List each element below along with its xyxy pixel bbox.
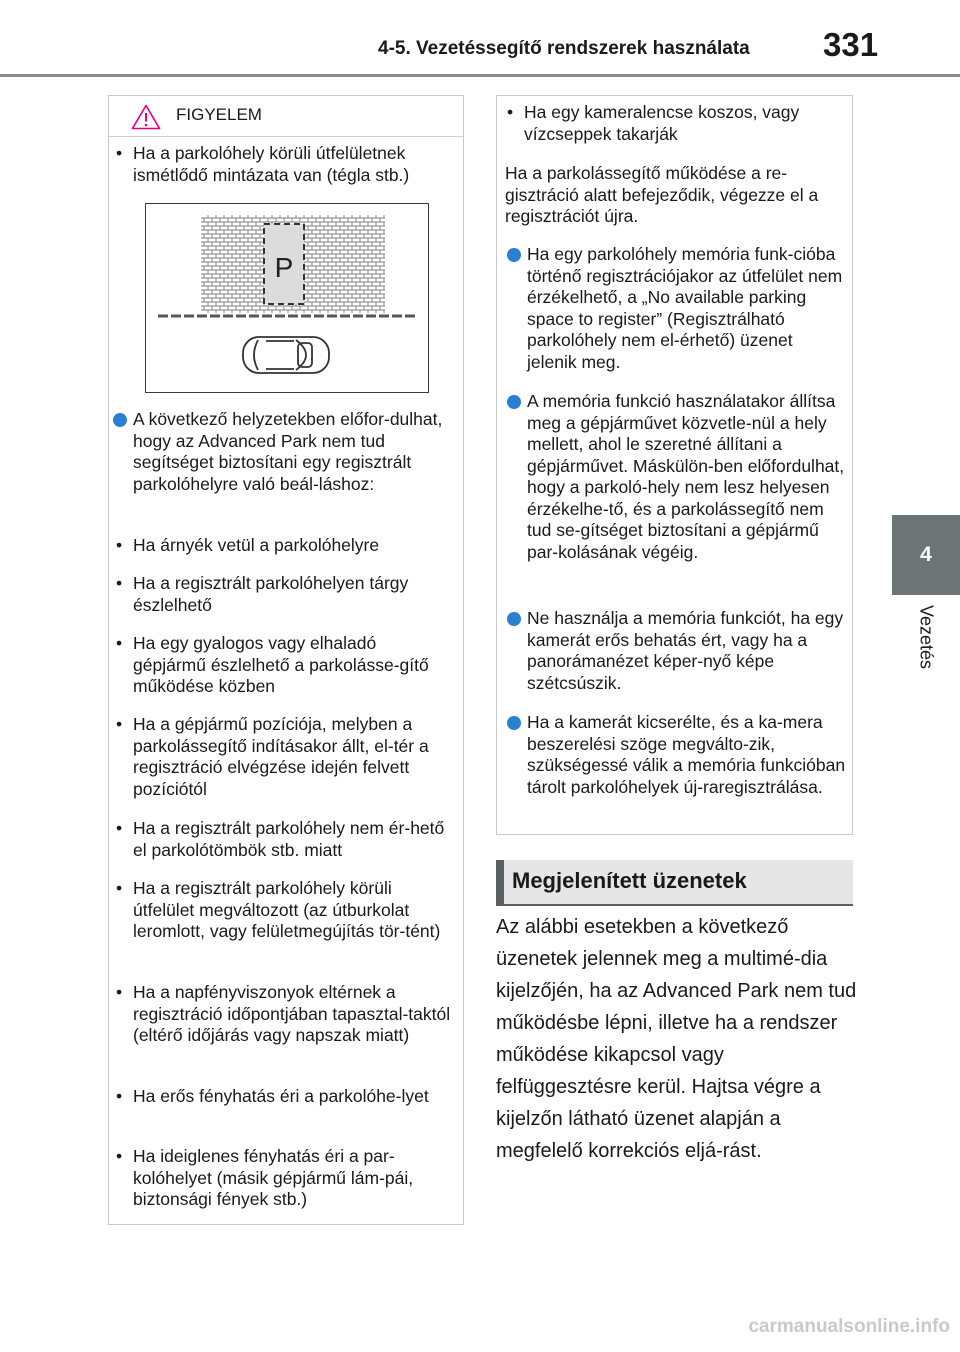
warning-dot-text: Ha egy parkolóhely memória funk-cióba történő regisztrációjakor az útfelület nem érzékelhető, a „No available parking space to register” (Regisztrálható parkolóhely nem el-érhető) üzenet jelenik meg. — [527, 244, 843, 372]
warning-bullet: • Ha a regisztrált parkolóhely körüli útfelület megváltozott (az útburkolat leromlott, vagy felületmegújítás tör-tént) — [109, 878, 453, 943]
warning-triangle-icon — [131, 104, 161, 130]
warning-intro-bullet: • Ha a parkolóhely körüli útfelületnek ismétlődő mintázata van (tégla stb.) — [109, 143, 453, 186]
section-paragraph: Az alábbi esetekben a következő üzenetek jelennek meg a multimé-dia kijelzőjén, ha az Advanced Park nem tud működésbe lépni, illetve ha a rendszer működése kikapcsol vagy felfüggesztésre kerül. Hajtsa végre a kijelzőn látható üzenet alapján a megfelelő korrekciós eljá-rást. — [496, 916, 857, 1162]
parking-pattern-figure — [145, 203, 429, 393]
blue-dot-icon — [113, 413, 127, 427]
warning-dot-item — [109, 409, 453, 495]
warning-bullet: • Ha erős fényhatás éri a parkolóhe-lyet — [109, 1086, 453, 1108]
blue-dot-icon — [507, 716, 521, 730]
warning-title: FIGYELEM — [176, 105, 262, 124]
warning-dot-item — [503, 712, 847, 798]
warning-bullet: • Ha ideiglenes fényhatás éri a par-kolóhelyet (másik gépjármű lám-pái, biztonsági fények stb.) — [109, 1146, 453, 1211]
warning-dot-text: A memória funkció használatakor állítsa meg a gépjárművet közvetle-nül a hely mellett, ahol le szeretné állítani a gépjárművet. Máskülön-ben előfordulhat, hogy a parkoló-hely nem lesz helyesen érzékelhe-tő, és a parkolássegítő nem tud se-gítséget biztosítani a gépjármű par-kolásának végéig. — [527, 391, 845, 562]
warning-paragraph: Ha a parkolássegítő működése a re-gisztráció alatt befejeződik, végezze el a regisztrációt újra. — [505, 163, 819, 226]
warning-dot-text: Ne használja a memória funkciót, ha egy kamerát erős behatás ért, vagy ha a panorámanézet képer-nyő képe szétcsúszik. — [527, 608, 844, 693]
section-heading-underline — [496, 904, 853, 906]
warning-dot-item — [503, 244, 847, 373]
warning-box-continued — [496, 95, 853, 835]
warning-dot-text: A következő helyzetekben előfor-dulhat, hogy az Advanced Park nem tud segítséget biztosítani egy regisztrált parkolóhelyre való beál-láshoz: — [133, 409, 443, 494]
section-header-title: 4-5. Vezetéssegítő rendszerek használata — [378, 38, 750, 59]
warning-dot-item — [503, 608, 847, 694]
page-number: 331 — [823, 26, 879, 63]
watermark: carmanualsonline.info — [748, 1316, 950, 1337]
warning-bullet: • Ha a regisztrált parkolóhelyen tárgy észlelhető — [109, 573, 453, 616]
section-heading-title: Megjelenített üzenetek — [512, 868, 747, 893]
parking-illustration — [146, 204, 428, 392]
warning-dot-item — [503, 391, 847, 563]
chapter-label — [892, 595, 960, 695]
warning-bullet: • Ha a regisztrált parkolóhely nem ér-hető el parkolótömbök stb. miatt — [109, 818, 453, 861]
warning-bullet: • Ha a gépjármű pozíciója, melyben a parkolássegítő indításakor állt, el-tér a regisztráció elvégzése idején felvett pozíciótól — [109, 714, 453, 800]
warning-bullet: • Ha árnyék vetül a parkolóhelyre — [109, 535, 453, 557]
warning-bullet: • Ha egy gyalogos vagy elhaladó gépjármű észlelhető a parkolásse-gítő működése közben — [109, 633, 453, 698]
car-icon — [243, 337, 329, 373]
chapter-label-text: Vezetés — [916, 604, 937, 670]
chapter-number: 4 — [920, 543, 932, 566]
warning-header — [109, 96, 463, 137]
warning-bullet: • Ha egy kameralencse koszos, vagy vízcseppek takarják — [500, 102, 844, 145]
chapter-tab[interactable] — [892, 515, 960, 595]
warning-dot-text: Ha a kamerát kicserélte, és a ka-mera beszerelési szöge megválto-zik, szükségessé válik a memória funkcióban tárolt parkolóhelyek új-raregisztrálása. — [527, 712, 846, 797]
section-heading-bar — [496, 860, 504, 904]
blue-dot-icon — [507, 395, 521, 409]
section-heading — [496, 860, 853, 904]
header-divider — [0, 74, 960, 77]
warning-bullet: • Ha a napfényviszonyok eltérnek a regisztráció időpontjában tapasztal-taktól (eltérő időjárás vagy napszak miatt) — [109, 982, 453, 1047]
blue-dot-icon — [507, 612, 521, 626]
warning-box — [108, 95, 464, 1225]
blue-dot-icon — [507, 248, 521, 262]
parking-label: P — [274, 252, 294, 283]
